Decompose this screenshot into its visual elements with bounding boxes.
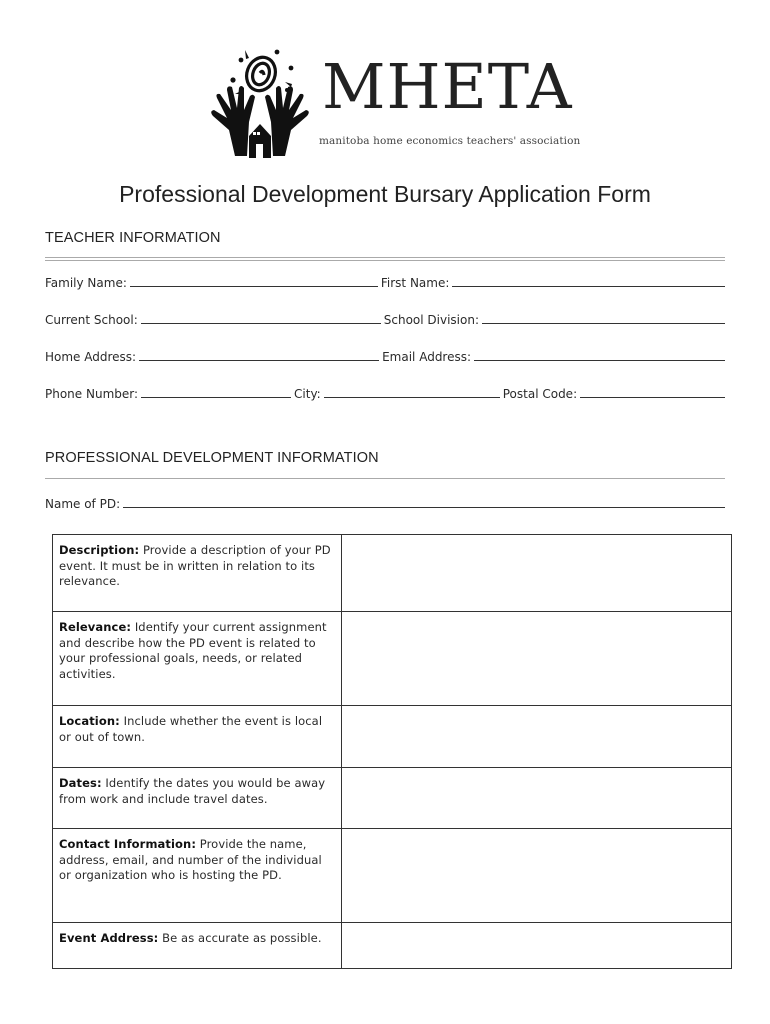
school-division-label: School Division: — [383, 313, 480, 327]
home-address-field[interactable] — [139, 359, 379, 361]
hands-house-icon — [205, 44, 315, 164]
city-field[interactable] — [324, 396, 500, 398]
pd-details-table — [52, 534, 732, 969]
location-prompt: Location: Include whether the event is local or out of town. — [53, 706, 342, 768]
first-name-field[interactable] — [452, 285, 725, 287]
school-row — [45, 313, 725, 327]
description-prompt: Description: Provide a description of your PD event. It must be in written in relation to its relevance. — [53, 535, 342, 612]
mheta-logo — [205, 44, 585, 164]
name-of-pd-label: Name of PD: — [45, 497, 121, 511]
name-row — [45, 276, 725, 290]
table-row — [53, 535, 732, 612]
dates-prompt: Dates: Identify the dates you would be away from work and include travel dates. — [53, 768, 342, 829]
event-address-prompt: Event Address: Be as accurate as possible. — [53, 923, 342, 969]
dates-answer-cell[interactable] — [342, 768, 732, 829]
email-address-field[interactable] — [474, 359, 725, 361]
table-row — [53, 829, 732, 923]
name-of-pd-field[interactable] — [123, 506, 725, 508]
contact-information-prompt: Contact Information: Provide the name, address, email, and number of the individual or organization who is hosting the PD. — [53, 829, 342, 923]
family-name-field[interactable] — [130, 285, 378, 287]
logo-wordmark: MHETA — [322, 50, 573, 123]
phone-number-field[interactable] — [141, 396, 291, 398]
city-label: City: — [294, 387, 321, 401]
contact-row — [45, 387, 725, 401]
table-row — [53, 923, 732, 969]
contact-information-answer-cell[interactable] — [342, 829, 732, 923]
postal-code-field[interactable] — [580, 396, 725, 398]
current-school-field[interactable] — [141, 322, 381, 324]
teacher-section-heading: TEACHER INFORMATION — [45, 230, 221, 246]
current-school-label: Current School: — [45, 313, 138, 327]
email-address-label: Email Address: — [382, 350, 472, 364]
first-name-label: First Name: — [380, 276, 450, 290]
relevance-prompt: Relevance: Identify your current assignment and describe how the PD event is related to your professional goals, needs, or related activities. — [53, 612, 342, 706]
phone-number-label: Phone Number: — [45, 387, 139, 401]
location-answer-cell[interactable] — [342, 706, 732, 768]
postal-code-label: Postal Code: — [502, 387, 578, 401]
event-address-answer-cell[interactable] — [342, 923, 732, 969]
section-divider — [45, 478, 725, 479]
table-row — [53, 768, 732, 829]
relevance-answer-cell[interactable] — [342, 612, 732, 706]
address-row — [45, 350, 725, 364]
school-division-field[interactable] — [482, 322, 725, 324]
pd-name-row — [45, 497, 725, 511]
logo-tagline: manitoba home economics teachers' association — [319, 135, 581, 147]
family-name-label: Family Name: — [45, 276, 127, 290]
table-row — [53, 612, 732, 706]
description-answer-cell[interactable] — [342, 535, 732, 612]
page-title: Professional Development Bursary Application Form — [119, 181, 651, 207]
table-row — [53, 706, 732, 768]
section-divider — [45, 257, 725, 261]
pd-section-heading: PROFESSIONAL DEVELOPMENT INFORMATION — [45, 450, 379, 466]
home-address-label: Home Address: — [45, 350, 137, 364]
